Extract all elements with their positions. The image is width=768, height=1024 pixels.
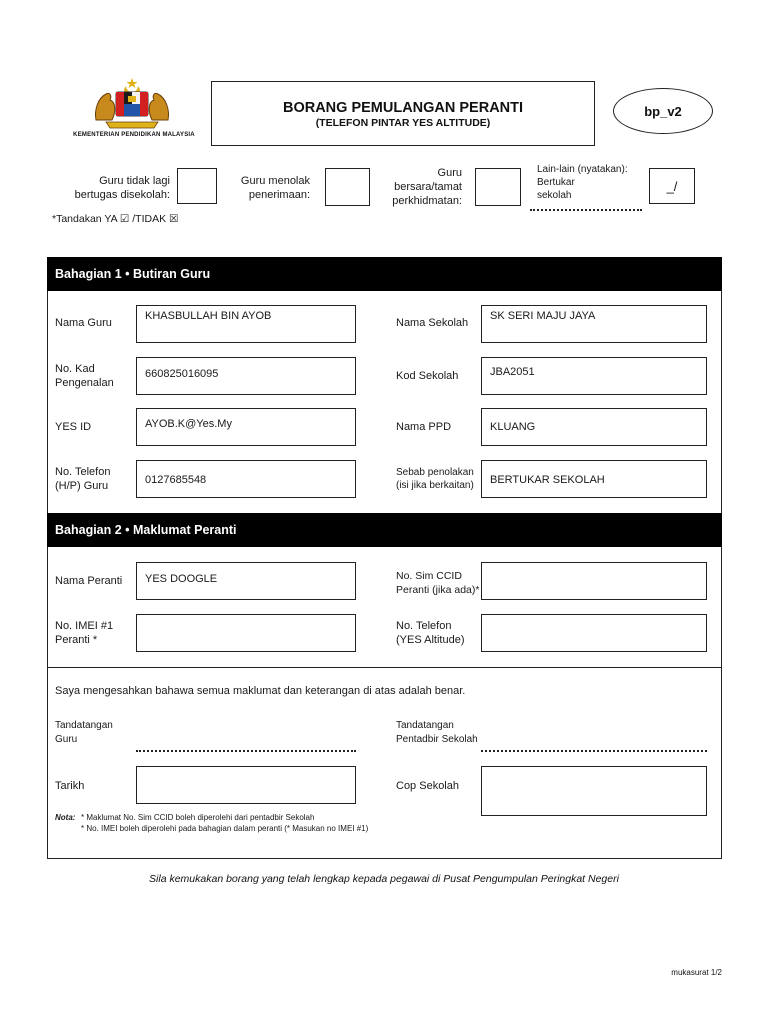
- checkbox-lain-lain[interactable]: [649, 168, 695, 204]
- nota-line-1: * Maklumat No. Sim CCID boleh diperolehi dari pentadbir Sekolah: [81, 813, 315, 822]
- sign-admin-line[interactable]: [481, 750, 707, 752]
- tarikh-label: Tarikh: [55, 780, 85, 792]
- ministry-logo: [92, 76, 172, 132]
- nama-ppd-field[interactable]: KLUANG: [481, 408, 707, 446]
- yes-id-label: YES ID: [55, 421, 92, 433]
- nama-guru-label: Nama Guru: [55, 317, 112, 329]
- sebab-penolakan-field[interactable]: BERTUKAR SEKOLAH: [481, 460, 707, 498]
- status-label-3: Guru bersara/tamat perkhidmatan:: [392, 167, 462, 207]
- lain-lain-mark: _/: [666, 178, 678, 194]
- coat-of-arms-icon: [92, 76, 172, 132]
- nama-ppd-label: Nama PPD: [396, 421, 452, 433]
- nama-peranti-field[interactable]: YES DOOGLE: [136, 562, 356, 600]
- nama-sekolah-field[interactable]: SK SERI MAJU JAYA: [481, 305, 707, 343]
- title-box: [211, 81, 595, 146]
- form-title: BORANG PEMULANGAN PERANTI: [282, 100, 524, 116]
- kod-sekolah-label: Kod Sekolah: [396, 370, 459, 382]
- tick-instruction: *Tandakan YA ☑ /TIDAK ☒: [52, 213, 179, 225]
- lain-lain-dotted-line: [530, 209, 642, 211]
- form-code: bp_v2: [644, 103, 682, 119]
- kad-pengenalan-label: No. Kad Pengenalan: [55, 363, 114, 389]
- sign-guru-label: Tandatangan Guru: [55, 720, 113, 745]
- checkbox-guru-menolak[interactable]: [325, 168, 370, 206]
- checkbox-guru-tidak-lagi[interactable]: [177, 168, 217, 204]
- telefon-guru-field[interactable]: 0127685548: [136, 460, 356, 498]
- nota-line-2: * No. IMEI boleh diperolehi pada bahagian dalam peranti (* Masukan no IMEI #1): [81, 824, 369, 833]
- checkbox-guru-bersara[interactable]: [475, 168, 521, 206]
- cop-sekolah-box[interactable]: [481, 766, 707, 816]
- form-code-badge: [613, 88, 713, 134]
- sign-guru-line[interactable]: [136, 750, 356, 752]
- nama-peranti-label: Nama Peranti: [55, 575, 123, 587]
- imei-label: No. IMEI #1 Peranti *: [55, 620, 114, 646]
- tarikh-field[interactable]: [136, 766, 356, 804]
- declaration-statement: Saya mengesahkan bahawa semua maklumat dan keterangan di atas adalah benar.: [55, 685, 466, 697]
- sim-ccid-label: No. Sim CCID Peranti (jika ada)*: [396, 570, 480, 596]
- submission-instruction: Sila kemukakan borang yang telah lengkap kepada pegawai di Pusat Pengumpulan Peringkat Negeri: [149, 873, 619, 885]
- nota-label: Nota:: [55, 813, 76, 822]
- telefon-altitude-field[interactable]: [481, 614, 707, 652]
- form-subtitle: (TELEFON PINTAR YES ALTITUDE): [315, 117, 491, 129]
- status-label-1: Guru tidak lagi bertugas disekolah:: [74, 175, 170, 201]
- section2-header: [47, 513, 722, 547]
- telefon-altitude-label: No. Telefon (YES Altitude): [396, 620, 465, 646]
- ministry-name: KEMENTERIAN PENDIDIKAN MALAYSIA: [73, 132, 195, 138]
- cop-sekolah-label: Cop Sekolah: [396, 780, 459, 792]
- status-label-4: Lain-lain (nyatakan): Bertukar sekolah: [537, 164, 628, 201]
- section1-title: Bahagian 1 • Butiran Guru: [55, 267, 211, 281]
- imei-field[interactable]: [136, 614, 356, 652]
- status-label-2: Guru menolak penerimaan:: [240, 175, 310, 201]
- section2-title: Bahagian 2 • Maklumat Peranti: [55, 523, 237, 537]
- yes-id-field[interactable]: AYOB.K@Yes.My: [136, 408, 356, 446]
- sim-ccid-field[interactable]: [481, 562, 707, 600]
- telefon-guru-label: No. Telefon (H/P) Guru: [55, 466, 111, 492]
- kod-sekolah-field[interactable]: JBA2051: [481, 357, 707, 395]
- sebab-penolakan-label: Sebab penolakan (isi jika berkaitan): [396, 467, 474, 491]
- kad-pengenalan-field[interactable]: 660825016095: [136, 357, 356, 395]
- section1-header: [47, 257, 722, 291]
- nama-guru-field[interactable]: KHASBULLAH BIN AYOB: [136, 305, 356, 343]
- page-number: mukasurat 1/2: [671, 968, 722, 977]
- sign-admin-label: Tandatangan Pentadbir Sekolah: [396, 720, 478, 745]
- section-divider: [47, 667, 722, 668]
- nama-sekolah-label: Nama Sekolah: [396, 317, 469, 329]
